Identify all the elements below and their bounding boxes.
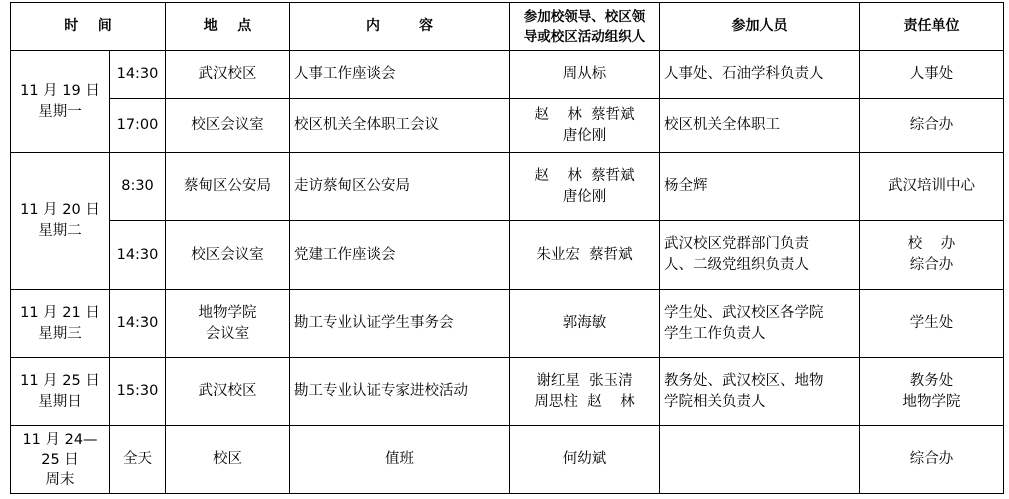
participants-cell: 学生处、武汉校区各学院 学生工作负责人 [660,290,860,358]
content-cell: 值班 [290,426,510,494]
content-cell: 勘工专业认证专家进校活动 [290,358,510,426]
header-participants: 参加人员 [660,3,860,51]
unit-cell: 教务处 地物学院 [860,358,1004,426]
participants-cell: 杨全辉 [660,153,860,221]
table-row [11,99,1004,153]
unit-cell: 人事处 [860,51,1004,99]
date-cell: 11 月 20 日 星期二 [11,153,110,290]
time-cell: 全天 [110,426,166,494]
time-cell: 8:30 [110,153,166,221]
table-row [11,221,1004,290]
leaders-cell: 赵 林 蔡哲斌 唐伦刚 [510,153,660,221]
participants-cell: 人事处、石油学科负责人 [660,51,860,99]
location-cell: 校区会议室 [166,99,290,153]
time-cell: 17:00 [110,99,166,153]
schedule-table [10,2,1004,494]
unit-cell: 综合办 [860,426,1004,494]
participants-cell [660,426,860,494]
leaders-cell: 朱业宏 蔡哲斌 [510,221,660,290]
unit-cell: 校 办 综合办 [860,221,1004,290]
table-row [11,358,1004,426]
location-cell: 地物学院 会议室 [166,290,290,358]
content-cell: 走访蔡甸区公安局 [290,153,510,221]
participants-cell: 校区机关全体职工 [660,99,860,153]
header-row [11,3,1004,51]
header-unit: 责任单位 [860,3,1004,51]
table-row [11,426,1004,494]
table-row [11,51,1004,99]
time-cell: 15:30 [110,358,166,426]
header-location: 地 点 [166,3,290,51]
location-cell: 蔡甸区公安局 [166,153,290,221]
content-cell: 党建工作座谈会 [290,221,510,290]
unit-cell: 学生处 [860,290,1004,358]
table-row [11,290,1004,358]
table-row [11,153,1004,221]
location-cell: 校区会议室 [166,221,290,290]
leaders-cell: 赵 林 蔡哲斌 唐伦刚 [510,99,660,153]
date-cell: 11 月 21 日 星期三 [11,290,110,358]
header-content: 内 容 [290,3,510,51]
unit-cell: 综合办 [860,99,1004,153]
location-cell: 武汉校区 [166,51,290,99]
date-cell: 11 月 24— 25 日 周末 [11,426,110,494]
participants-cell: 武汉校区党群部门负责 人、二级党组织负责人 [660,221,860,290]
leaders-cell: 郭海敏 [510,290,660,358]
leaders-cell: 何幼斌 [510,426,660,494]
time-cell: 14:30 [110,290,166,358]
leaders-cell: 谢红星 张玉清 周思柱 赵 林 [510,358,660,426]
content-cell: 校区机关全体职工会议 [290,99,510,153]
time-cell: 14:30 [110,51,166,99]
date-cell: 11 月 25 日 星期日 [11,358,110,426]
participants-cell: 教务处、武汉校区、地物 学院相关负责人 [660,358,860,426]
content-cell: 勘工专业认证学生事务会 [290,290,510,358]
header-leaders: 参加校领导、校区领 导或校区活动组织人 [510,3,660,51]
time-cell: 14:30 [110,221,166,290]
content-cell: 人事工作座谈会 [290,51,510,99]
unit-cell: 武汉培训中心 [860,153,1004,221]
header-time: 时 间 [11,3,166,51]
date-cell: 11 月 19 日 星期一 [11,51,110,153]
leaders-cell: 周从标 [510,51,660,99]
location-cell: 校区 [166,426,290,494]
location-cell: 武汉校区 [166,358,290,426]
